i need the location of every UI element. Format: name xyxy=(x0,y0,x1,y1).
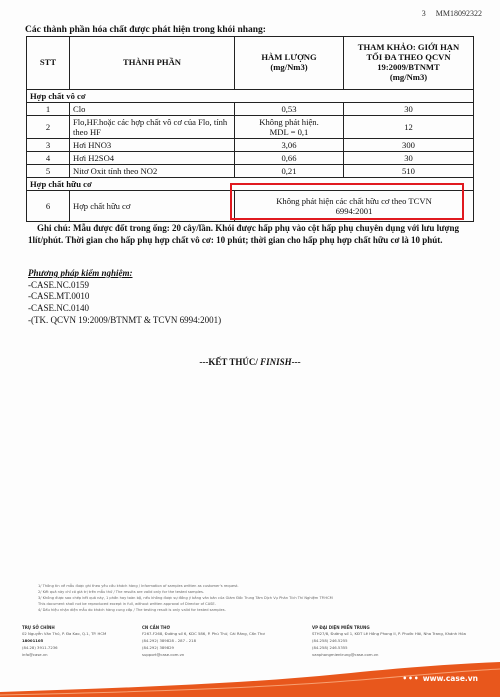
methods-title: Phương pháp kiểm nghiệm: xyxy=(28,268,133,278)
footer-hq: TRỤ SỞ CHÍNH 02 Nguyễn Văn Thủ, P. Đa Kao, Q.1, TP. HCM 18001105 (84.28) 3911.7236 info@case.vn xyxy=(22,625,107,657)
table-row: 1 Clo 0,53 30 xyxy=(27,103,474,116)
methods-section xyxy=(28,268,221,326)
col-reference-limit: THAM KHẢO: GIỚI HẠN TỐI ĐA THEO QCVN 19:2009/BTNMT (mg/Nm3) xyxy=(344,37,474,90)
note-paragraph xyxy=(28,222,474,246)
method-item: -CASE.NC.0159 xyxy=(28,279,90,290)
footnote: This document shall not be reproduced except in full, without written approval of Director of CASE. xyxy=(38,602,216,607)
footer-cantho: CN CẦN THƠ F267-F268, Đường số 6, KDC 586, P. Phú Thứ, Cái Răng, Cần Thơ (84.292) 389828 - 287 - 218 (84.292) 389829 support@case.com.vn xyxy=(142,625,265,657)
table-row: 6 Hợp chất hữu cơ Không phát hiện các chất hữu cơ theo TCVN 6994:2001 xyxy=(27,191,474,222)
report-code-value: MM18092322 xyxy=(435,9,482,18)
table-row: 5 Nitơ Oxit tính theo NO2 0,21 510 xyxy=(27,165,474,178)
col-stt: STT xyxy=(27,37,70,90)
footnote: 2/ Kết quả này chỉ có giá trị trên mẫu thử / The results are valid only for the tested samples. xyxy=(38,590,204,595)
dots-icon: ••• xyxy=(402,674,420,683)
note-label: Ghi chú: xyxy=(37,223,71,233)
group-row-inorganic: Hợp chất vô cơ xyxy=(27,90,474,103)
method-item: -(TK. QCVN 19:2009/BTNMT & TCVN 6994:2001) xyxy=(28,314,222,325)
table-row: 4 Hơi H2SO4 0,66 30 xyxy=(27,152,474,165)
footnotes xyxy=(38,583,333,614)
table-row: 3 Hơi HNO3 3,06 300 xyxy=(27,139,474,152)
page-footer xyxy=(0,617,500,699)
footnote: 4/ Dấu hiệu nhận diện mẫu do khách hàng cung cấp / The testing result is only valid for tested samples. xyxy=(38,608,226,613)
group-row-organic: Hợp chất hữu cơ xyxy=(27,178,474,191)
col-component: THÀNH PHẦN xyxy=(70,37,235,90)
report-code xyxy=(422,9,482,18)
footnote: 1/ Thông tin về mẫu được ghi theo yêu cầu khách hàng / Information of samples written as customer's request. xyxy=(38,584,239,588)
footnote: 3/ Không được sao chép kết quả này, 1 phần hay toàn bộ, nếu không được sự đồng ý bằng văn bản của Giám Đốc Trung Tâm Dịch Vụ Phân Tích Thí Nghiệm TP.HCM xyxy=(38,596,333,601)
end-marker: ---KẾT THÚC/ FINISH--- xyxy=(199,357,301,367)
table-header-row xyxy=(27,37,474,90)
website-link[interactable]: ••• www.case.vn xyxy=(402,674,478,683)
table-row: 2 Flo,HF.hoặc các hợp chất vô cơ của Flo, tính theo HF Không phát hiện. MDL = 0,1 12 xyxy=(27,116,474,139)
highlight-box xyxy=(230,183,464,220)
note-text: Mẫu được đốt trong ống: 20 cây/lần. Khói được hấp phụ vào cột hấp phụ chuyên dụng với lưu lượng 1lít/phút. Thời gian cho hấp phụ hợp chất vô cơ: 10 phút; thời gian cho hấp phụ hợp chất hữu cơ là 10 phút. xyxy=(28,223,459,246)
section-heading: Các thành phần hóa chất được phát hiện trong khói nhang: xyxy=(25,25,266,35)
footer-mientrung: VP ĐẠI DIỆN MIỀN TRUNG STH27/8, Đường số 1, KĐT Lê Hồng Phong II, P. Phước Hải, Nha Trang, Khánh Hòa (84.258) 246.5255 (84.258) 246.5355 vanphongmientrung@case.com.vn xyxy=(312,625,466,657)
method-item: -CASE.MT.0010 xyxy=(28,291,90,302)
page-number: 3 xyxy=(421,9,426,18)
method-item: -CASE.NC.0140 xyxy=(28,303,90,314)
col-content: HÀM LƯỢNG (mg/Nm3) xyxy=(235,37,344,90)
